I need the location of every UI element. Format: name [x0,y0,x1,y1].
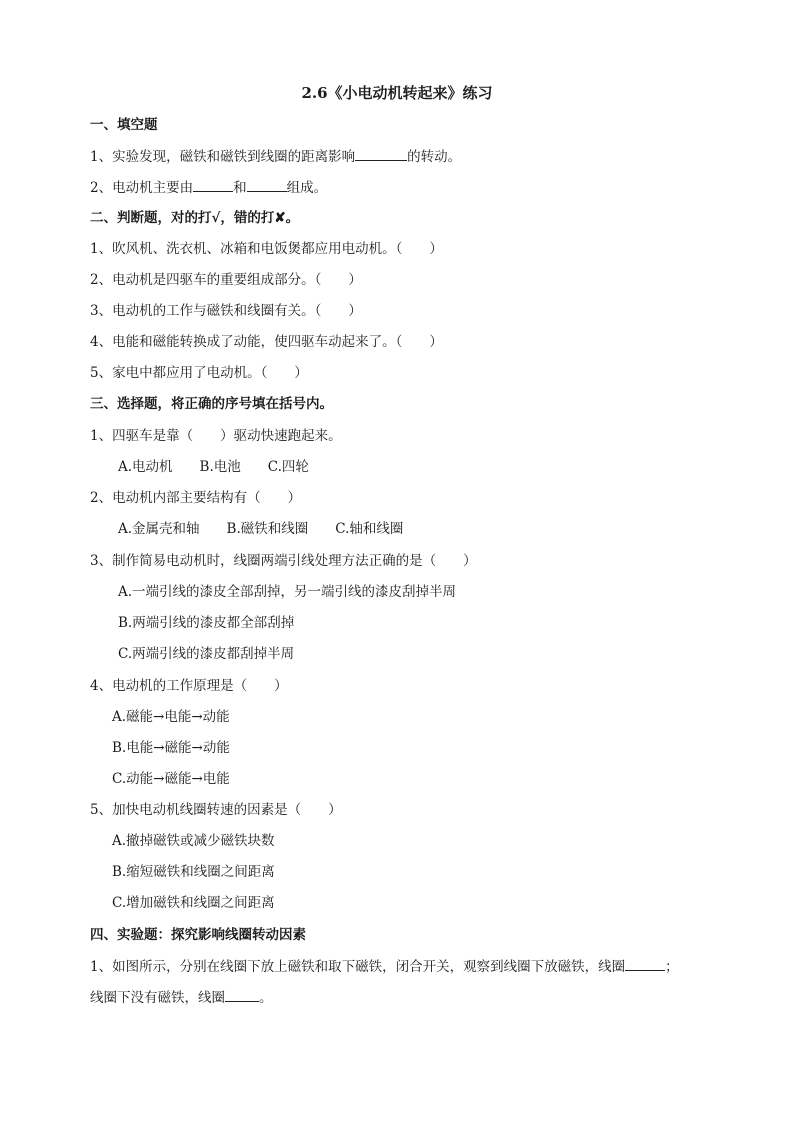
experiment-question-1-line-2 [90,988,273,1007]
fill-q2-and: 和 [233,180,247,196]
fill-q1-blank [355,147,407,161]
judge-question-5: 5、家电中都应用了电动机。（ ） [90,365,308,381]
section-experiment-heading: 四、实验题：探究影响线圈转动因素 [90,927,306,943]
fill-q1-text-end: 的转动。 [407,149,462,165]
choice-question-5: 5、加快电动机线圈转速的因素是（ ） [90,802,342,818]
section-judge-heading: 二、判断题，对的打√，错的打✘。 [90,210,300,226]
experiment-q1-period: 。 [259,990,273,1006]
experiment-q1-text: 1、如图所示，分别在线圈下放上磁铁和取下磁铁，闭合开关，观察到线圈下放磁铁，线圈 [90,959,626,975]
experiment-q1-blank-1 [625,957,665,971]
judge-question-3: 3、电动机的工作与磁铁和线圈有关。（ ） [90,303,362,319]
fill-question-1 [90,147,461,166]
choice-q5-option-a: A.撤掉磁铁或减少磁铁块数 [112,833,275,849]
experiment-q1-text-2: 线圈下没有磁铁，线圈 [90,990,225,1006]
choice-q3-option-b: B.两端引线的漆皮都全部刮掉 [118,615,295,631]
section-choice-heading: 三、选择题，将正确的序号填在括号内。 [90,396,333,412]
fill-q2-text: 2、电动机主要由 [90,180,194,196]
experiment-q1-semicolon: ； [665,959,679,975]
fill-question-2 [90,178,327,197]
experiment-q1-blank-2 [225,988,259,1002]
choice-question-2: 2、电动机内部主要结构有（ ） [90,490,302,506]
fill-q2-blank-1 [193,178,233,192]
fill-q1-text: 1、实验发现，磁铁和磁铁到线圈的距离影响 [90,149,356,165]
choice-q3-option-c: C.两端引线的漆皮都刮掉半周 [118,646,295,662]
page-title: 2.6《小电动机转起来》练习 [301,84,493,102]
judge-question-4: 4、电能和磁能转换成了动能，使四驱车动起来了。（ ） [90,334,443,350]
fill-q2-blank-2 [247,178,287,192]
experiment-question-1-line-1 [90,957,679,976]
choice-q5-option-b: B.缩短磁铁和线圈之间距离 [112,864,275,880]
choice-question-3: 3、制作简易电动机时，线圈两端引线处理方法正确的是（ ） [90,553,477,569]
section-fill-blank-heading: 一、填空题 [90,117,158,133]
choice-q4-option-c: C.动能→磁能→电能 [112,771,230,787]
choice-q5-option-c: C.增加磁铁和线圈之间距离 [112,895,275,911]
choice-q4-option-b: B.电能→磁能→动能 [112,740,230,756]
fill-q2-text-end: 组成。 [286,180,328,196]
choice-q4-option-a: A.磁能→电能→动能 [112,709,230,725]
choice-question-1: 1、四驱车是靠（ ）驱动快速跑起来。 [90,428,342,444]
choice-question-4: 4、电动机的工作原理是（ ） [90,678,288,694]
choice-q1-options: A.电动机 B.电池 C.四轮 [118,459,309,475]
choice-q3-option-a: A.一端引线的漆皮全部刮掉，另一端引线的漆皮刮掉半周 [118,584,457,600]
judge-question-1: 1、吹风机、洗衣机、冰箱和电饭煲都应用电动机。（ ） [90,241,443,257]
judge-question-2: 2、电动机是四驱车的重要组成部分。（ ） [90,272,362,288]
choice-q2-options: A.金属壳和轴 B.磁铁和线圈 C.轴和线圈 [118,521,404,537]
